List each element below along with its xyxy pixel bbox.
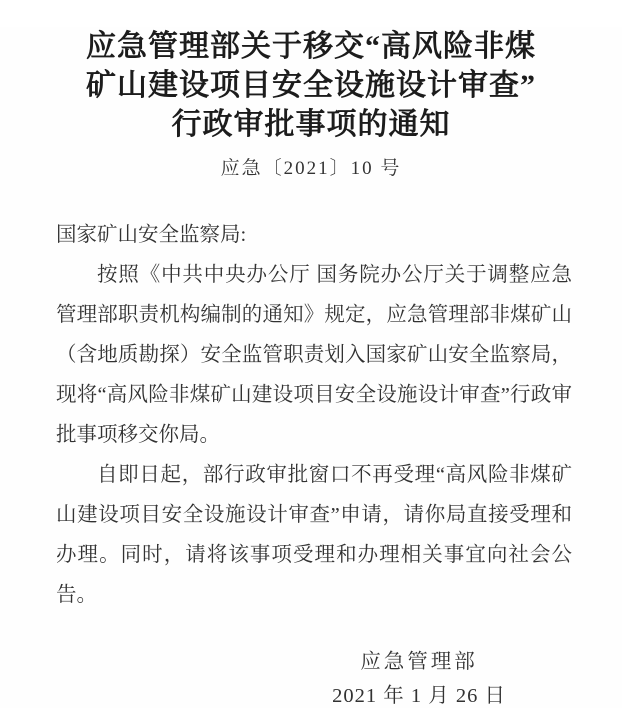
addressee-line: 国家矿山安全监察局: bbox=[56, 224, 247, 246]
document-number: 应急〔2021〕10 号 bbox=[220, 158, 402, 179]
signature-date: 2021 年 1 月 26 日 bbox=[332, 685, 506, 707]
document-title-line-2: 矿山建设项目安全设施设计审查” bbox=[86, 69, 536, 102]
document-title bbox=[28, 27, 594, 144]
document-title-line-3: 行政审批事项的通知 bbox=[171, 108, 451, 141]
document-title-line-1: 应急管理部关于移交“高风险非煤 bbox=[86, 30, 536, 63]
body-paragraph-2: 自即日起，部行政审批窗口不再受理“高风险非煤矿山建设项目安全设施设计审查”申请，请你局直接受理和办理。同时，请将该事项受理和办理相关事宜向社会公告。 bbox=[56, 464, 572, 606]
document-body bbox=[56, 215, 572, 615]
signature-issuer: 应急管理部 bbox=[360, 651, 478, 673]
notice-document bbox=[0, 27, 622, 708]
body-paragraph-1: 按照《中共中央办公厅 国务院办公厅关于调整应急管理部职责机构编制的通知》规定，应急管理部非煤矿山（含地质勘探）安全监管职责划入国家矿山安全监察局，现将“高风险非煤矿山建设项目安全设施设计审查”行政审批事项移交你局。 bbox=[56, 264, 572, 446]
signature-block bbox=[332, 645, 506, 713]
